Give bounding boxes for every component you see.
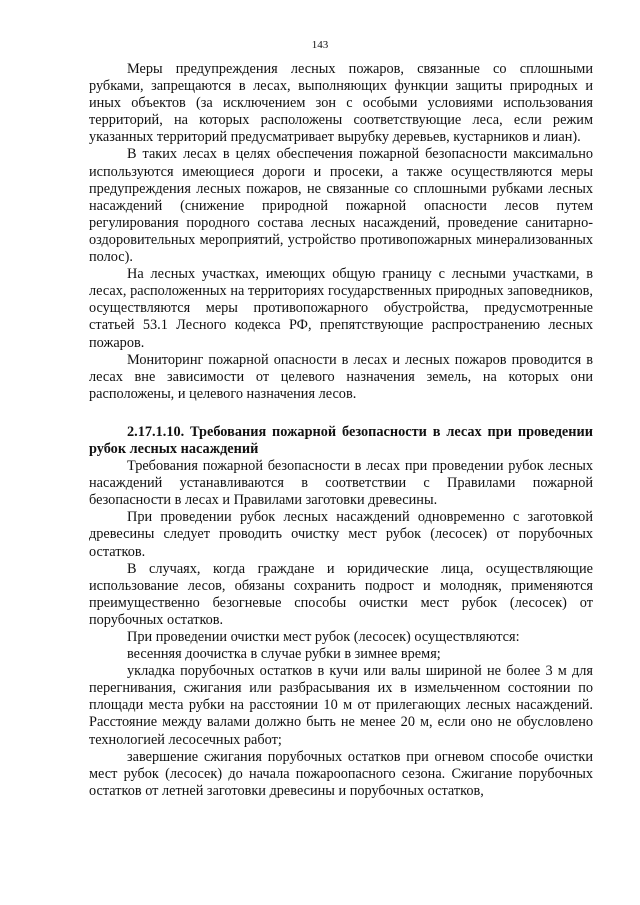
paragraph: Меры предупреждения лесных пожаров, связанные со сплошными рубками, запрещаются в лесах, выполняющих функции защиты природных и иных объектов (за исключением зон с особыми условиями использования территорий, на которых расположены соответствующие леса, если режим указанных территорий предусматривает вырубку деревьев, кустарников и лиан). — [89, 61, 593, 146]
paragraph: На лесных участках, имеющих общую границу с лесными участками, в лесах, расположенных на территориях государственных природных заповедников, осуществляются меры противопожарного обустройства, предусмотренные статьей 53.1 Лесного кодекса РФ, препятствующие распространению лесных пожаров. — [89, 266, 593, 351]
paragraph: В случаях, когда граждане и юридические лица, осуществляющие использование лесов, обязаны сохранить подрост и молодняк, применяются преимущественно безогневые способы очистки мест рубок (лесосек) от порубочных остатков. — [89, 560, 593, 628]
paragraph: Мониторинг пожарной опасности в лесах и лесных пожаров проводится в лесах вне зависимости от целевого назначения земель, на которых они расположены, и целевого назначения лесов. — [89, 351, 593, 402]
list-item: весенняя доочистка в случае рубки в зимнее время; — [127, 646, 441, 663]
paragraph: Требования пожарной безопасности в лесах при проведении рубок лесных насаждений устанавливаются в соответствии с Правилами пожарной безопасности в лесах и Правилами заготовки древесины. — [89, 458, 593, 509]
document-body — [89, 61, 593, 800]
list-item: укладка порубочных остатков в кучи или валы шириной не более 3 м для перегнивания, сжигания или разбрасывания их в измельченном состоянии по площади места рубки на расстоянии 10 м от прилегающих лесных насаждений. Расстояние между валами должно быть не менее 20 м, если оно не обусловлено технологией лесосечных работ; — [89, 663, 593, 748]
page-number: 143 — [311, 39, 329, 51]
paragraph: В таких лесах в целях обеспечения пожарной безопасности максимально используются имеющиеся дороги и просеки, а также осуществляются меры предупреждения лесных пожаров, не связанные со сплошными рубками лесных насаждений (снижение природной пожарной опасности лесов путем регулирования породного состава лесных насаждений, проведение санитарно-оздоровительных мероприятий, устройство противопожарных минерализованных полос). — [89, 146, 593, 266]
paragraph: При проведении рубок лесных насаждений одновременно с заготовкой древесины следует проводить очистку мест рубок (лесосек) от порубочных остатков. — [89, 509, 593, 560]
section-heading: 2.17.1.10. Требования пожарной безопасности в лесах при проведении рубок лесных насаждений — [89, 423, 593, 457]
list-item: завершение сжигания порубочных остатков при огневом способе очистки мест рубок (лесосек) до начала пожароопасного сезона. Сжигание порубочных остатков от летней заготовки древесины и порубочных остатков, — [89, 748, 593, 799]
paragraph: При проведении очистки мест рубок (лесосек) осуществляются: — [127, 629, 520, 645]
